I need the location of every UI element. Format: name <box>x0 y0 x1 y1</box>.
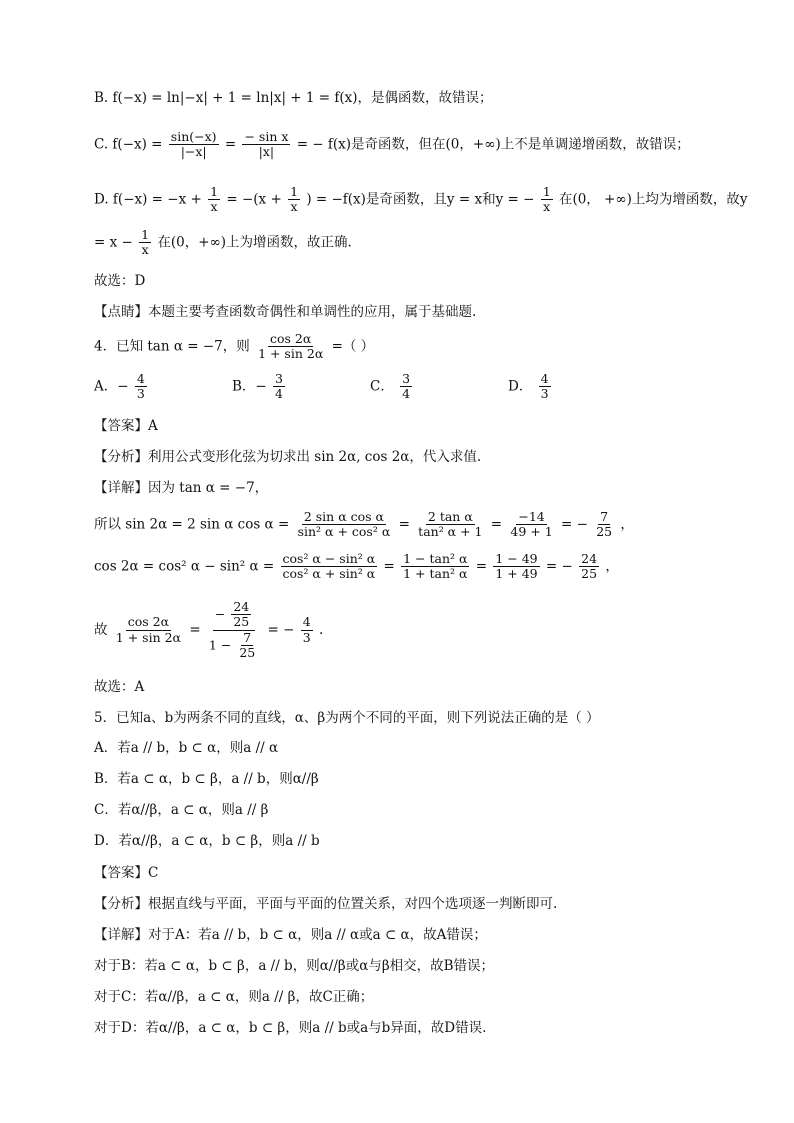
q3-c-frac2-num: − sin x <box>244 129 289 144</box>
q3-d-fraction-2 <box>288 185 300 215</box>
q4-sin-f3-den: 49 + 1 <box>510 524 553 540</box>
q3-d2-frac-den: x <box>141 242 149 258</box>
q4-gu-compound-num-frac <box>231 600 251 630</box>
q4-sin-fraction-3 <box>508 510 554 540</box>
q3-d-frac2-den: x <box>290 199 298 215</box>
q4-cos-eq-2: = <box>475 558 488 575</box>
q3-d2-frac-num: 1 <box>141 227 150 242</box>
q3-c-fraction-2 <box>242 130 290 160</box>
q4-cos-f3-num: 1 − 49 <box>495 551 538 566</box>
q4-gu-prefix: 故 <box>94 621 108 638</box>
q4-option-d-num: 4 <box>540 371 549 386</box>
q4-sin-eq-1: = <box>398 516 410 533</box>
q3-d2-fraction <box>139 228 151 258</box>
q4-cos-fraction-2 <box>401 552 469 582</box>
q4-gu-compound-den-frac <box>237 631 257 661</box>
q4-gu-f1-num: cos 2α <box>127 614 170 630</box>
q3-d-frac3-den: x <box>543 199 551 215</box>
q4-sin-f2-den: tan² α + 1 <box>418 524 483 540</box>
q4-cos-f3-den: 1 + 49 <box>495 566 538 582</box>
q4-sin-end: ， <box>620 516 634 533</box>
q4-gu-f3-den: 3 <box>302 629 311 645</box>
q3-d-prefix: D. f(−x) = −x + <box>94 191 202 208</box>
q5-stem: 5．已知a、b为两条不同的直线，α、β为两个不同的平面，则下列说法正确的是（ ） <box>94 710 600 726</box>
q4-option-c <box>370 372 414 402</box>
q4-choose: 故选：A <box>94 679 145 695</box>
q3-c-suffix: = − f(x)是奇函数，但在(0，+∞)上不是单调递增函数，故错误； <box>296 136 690 153</box>
q4-option-d-den: 3 <box>540 386 549 402</box>
q4-cos-eq-3: = − <box>545 558 573 575</box>
q4-option-c-num: 3 <box>402 371 411 386</box>
q4-option-c-den: 4 <box>402 386 411 402</box>
q4-gu-compound-fraction <box>207 600 261 661</box>
q4-gu-compound-den <box>207 631 261 661</box>
q4-stem-suffix: =（ ） <box>331 338 375 355</box>
q4-stem-frac-den: 1 + sin 2α <box>258 346 324 362</box>
q5-detail-c: 对于C：若α//β，a ⊂ α，则a // β，故C正确； <box>94 989 374 1005</box>
q3-c-frac2-den: |x| <box>258 144 275 160</box>
q4-option-a-fraction <box>135 372 147 402</box>
q4-option-d-label: D． <box>508 378 533 395</box>
q4-option-a-den: 3 <box>136 386 145 402</box>
q3-c-equals: = <box>224 136 237 153</box>
q3-d-fraction-1 <box>208 185 220 215</box>
q4-sin-eq-neg: = − <box>560 516 588 533</box>
q3-d-mid2: ) = −f(x)是奇函数，且y = x和y = − <box>306 191 535 208</box>
q4-gu-compound-num <box>213 600 255 631</box>
q4-option-d-fraction <box>539 372 551 402</box>
q4-option-b-num: 3 <box>275 371 283 386</box>
q4-cos-f2-den: 1 + tan² α <box>403 566 468 582</box>
q4-cos-f1-num: cos² α − sin² α <box>282 551 376 566</box>
q4-stem-frac-num: cos 2α <box>270 331 312 346</box>
q4-detail-intro: 【详解】因为 tan α = −7， <box>94 480 269 496</box>
q4-option-c-label: C． <box>370 378 394 395</box>
q4-cos-fraction-3 <box>493 552 539 582</box>
q4-stem <box>94 332 374 362</box>
q4-cos-f4-den: 25 <box>581 566 598 582</box>
q5-analysis: 【分析】根据直线与平面，平面与平面的位置关系，对四个选项逐一判断即可. <box>94 896 558 912</box>
q3-d-frac1-den: x <box>210 199 218 215</box>
q4-sin-f2-num: 2 tan α <box>427 509 473 524</box>
q4-cos-end: ， <box>605 558 619 575</box>
q4-option-a-label: A．− <box>94 378 129 395</box>
q4-gu-end: . <box>318 621 324 638</box>
q3-d-frac2-num: 1 <box>290 184 299 199</box>
q4-cos-prefix: cos 2α = cos² α − sin² α = <box>94 558 275 575</box>
q5-option-b: B．若a ⊂ α，b ⊂ β，a // b，则α//β <box>94 771 319 787</box>
q4-option-d <box>508 372 553 402</box>
q4-sin-line <box>94 510 634 540</box>
q4-option-b-label: B．− <box>232 378 267 395</box>
q4-cos-f4-num: 24 <box>581 551 598 566</box>
q4-sin-prefix: 所以 sin 2α = 2 sin α cos α = <box>94 516 290 533</box>
q4-gu-compound-den-pre: 1 − <box>208 637 232 653</box>
q4-stem-prefix: 4．已知 tan α = −7，则 <box>94 338 250 355</box>
q5-option-c: C．若α//β，a ⊂ α，则a // β <box>94 802 269 818</box>
q4-gu-cn-den: 25 <box>233 614 250 630</box>
q4-option-c-fraction <box>400 372 412 402</box>
q3-d-mid: = −(x + <box>226 191 282 208</box>
q3-comment: 【点睛】本题主要考查函数奇偶性和单调性的应用，属于基础题. <box>94 304 477 320</box>
q3-option-d-cont <box>94 228 352 258</box>
q4-analysis: 【分析】利用公式变形化弦为切求出 sin 2α, cos 2α，代入求值. <box>94 449 482 465</box>
q4-sin-eq-2: = <box>490 516 503 533</box>
q4-gu-fraction-3 <box>301 615 313 645</box>
q5-detail-a: 【详解】对于A：若a // b，b ⊂ α，则a // α或a ⊂ α，故A错误； <box>94 927 487 943</box>
q4-option-b-den: 4 <box>275 386 283 402</box>
q4-sin-f1-num: 2 sin α cos α <box>303 509 384 524</box>
q4-sin-f4-num: 7 <box>600 509 609 524</box>
q4-stem-fraction <box>256 332 325 362</box>
q4-sin-f3-num: −14 <box>518 509 545 524</box>
q3-d-suffix: 在(0， +∞)上均为增函数，故y <box>558 191 748 208</box>
q4-cos-fraction-1 <box>281 552 378 582</box>
q4-answer: 【答案】A <box>94 418 158 434</box>
q4-cos-f2-num: 1 − tan² α <box>403 551 468 566</box>
q4-gu-cd-den: 25 <box>239 645 256 661</box>
q3-option-c <box>94 130 690 160</box>
q3-d2-prefix: = x − <box>94 234 133 251</box>
q4-gu-eq-1: = <box>189 621 201 638</box>
q4-option-a-num: 4 <box>136 371 145 386</box>
q5-detail-d: 对于D：若α//β，a ⊂ α，b ⊂ β，则a // b或a与b异面，故D错误. <box>94 1020 487 1036</box>
q3-c-prefix: C. f(−x) = <box>94 136 163 153</box>
q3-c-frac1-num: sin(−x) <box>170 129 217 144</box>
q4-option-a <box>94 372 149 402</box>
q4-conclusion-line <box>94 600 323 661</box>
q4-gu-cn-num: 24 <box>233 599 250 614</box>
q4-cos-line <box>94 552 619 582</box>
q4-cos-f1-den: cos² α + sin² α <box>282 566 376 582</box>
q5-option-d: D．若α//β，a ⊂ α，b ⊂ β，则a // b <box>94 833 320 849</box>
q5-detail-b: 对于B：若a ⊂ α，b ⊂ β，a // b，则α//β或α与β相交，故B错误； <box>94 958 495 974</box>
q4-sin-fraction-1 <box>296 510 393 540</box>
q4-sin-fraction-2 <box>416 510 484 540</box>
q4-sin-f1-den: sin² α + cos² α <box>297 524 391 540</box>
q3-d-frac1-num: 1 <box>210 184 219 199</box>
q3-option-d <box>94 185 748 215</box>
q3-c-fraction-1 <box>169 130 219 160</box>
q4-cos-fraction-4 <box>579 552 599 582</box>
q3-option-b: B. f(−x) = ln|−x| + 1 = ln|x| + 1 = f(x)，是偶函数，故错误； <box>94 90 493 106</box>
q4-option-b <box>232 372 287 402</box>
q3-d-frac3-num: 1 <box>542 184 551 199</box>
q4-gu-fraction-1 <box>114 615 183 645</box>
q4-gu-f3-num: 4 <box>302 614 311 630</box>
q4-gu-f1-den: 1 + sin 2α <box>115 629 182 645</box>
q4-cos-eq-1: = <box>383 558 395 575</box>
q4-gu-compound-num-neg: − <box>214 606 226 622</box>
q5-answer: 【答案】C <box>94 865 159 881</box>
q5-option-a: A．若a // b，b ⊂ α，则a // α <box>94 740 279 756</box>
q3-choose: 故选：D <box>94 273 146 289</box>
q4-gu-eq-2: = − <box>267 621 295 638</box>
q4-sin-f4-den: 25 <box>596 524 613 540</box>
q3-d-fraction-3 <box>541 185 553 215</box>
q3-d2-suffix: 在(0，+∞)上为增函数，故正确. <box>157 234 352 251</box>
q4-option-b-fraction <box>273 372 285 402</box>
q4-sin-fraction-4 <box>594 510 614 540</box>
q3-c-frac1-den: |−x| <box>180 144 207 160</box>
q4-gu-cd-num: 7 <box>243 629 252 645</box>
